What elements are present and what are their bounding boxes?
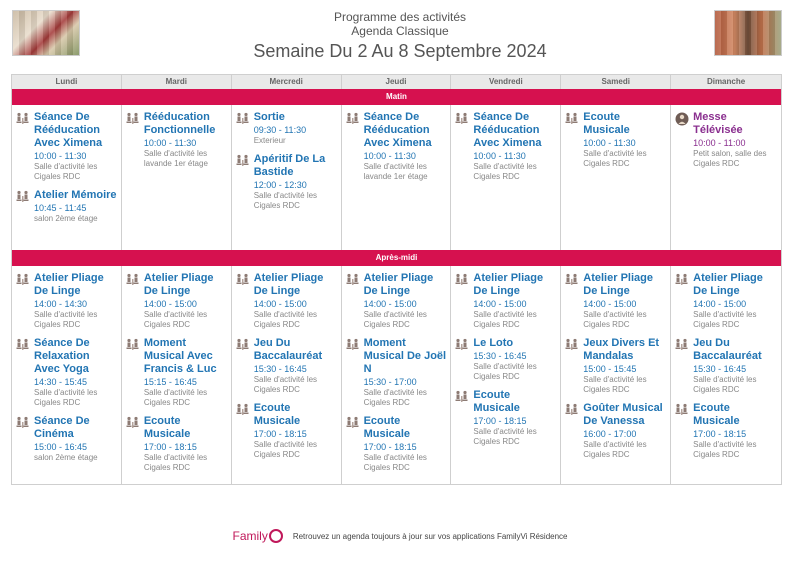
activity-place: Salle d'activité les Cigales RDC	[473, 162, 537, 181]
activity-title: Messe Télévisée	[693, 111, 743, 136]
activity-item[interactable]	[675, 337, 777, 395]
afternoon-cell-jeudi	[342, 266, 452, 484]
activity-text	[364, 111, 447, 182]
activity-time: 10:00 - 11:30	[473, 151, 526, 161]
activity-item[interactable]	[16, 337, 117, 408]
activity-place: Salle d'activité les Cigales RDC	[583, 375, 647, 394]
activity-item[interactable]	[565, 402, 666, 460]
activity-item[interactable]	[346, 415, 447, 473]
activity-text	[144, 337, 227, 408]
activity-time: 10:45 - 11:45	[34, 203, 87, 213]
activity-icon	[16, 415, 34, 463]
activity-icon	[126, 272, 144, 330]
weekly-agenda	[11, 74, 782, 485]
activity-text	[254, 337, 337, 395]
morning-row	[12, 105, 781, 250]
activity-icon	[236, 153, 254, 211]
activity-icon	[16, 189, 34, 224]
activity-text	[473, 272, 556, 330]
activity-text	[693, 402, 777, 460]
morning-cell-jeudi	[342, 105, 452, 250]
activity-place: salon 2ème étage	[34, 453, 98, 462]
activity-text	[144, 415, 227, 473]
activity-place: salon 2ème étage	[34, 214, 98, 223]
activity-icon	[455, 111, 473, 182]
activity-text	[583, 111, 666, 169]
activity-item[interactable]	[565, 272, 666, 330]
day-header-lundi: Lundi	[12, 75, 122, 89]
morning-cell-mercredi	[232, 105, 342, 250]
morning-band: Matin	[12, 89, 781, 105]
activity-item[interactable]	[455, 111, 556, 182]
activity-place: Petit salon, salle des Cigales RDC	[693, 149, 767, 168]
program-title: Programme des activités	[333, 10, 467, 24]
morning-cell-dimanche	[671, 105, 781, 250]
activity-title: Atelier Pliage De Linge	[253, 272, 324, 297]
agenda-type: Agenda Classique	[351, 24, 449, 38]
activity-text	[693, 111, 777, 169]
activity-title: Sortie	[253, 111, 285, 123]
activity-time: 15:30 - 16:45	[693, 364, 747, 374]
familyvi-logo	[232, 529, 282, 543]
activity-time: 10:00 - 11:30	[34, 151, 87, 161]
morning-cell-lundi	[12, 105, 122, 250]
activity-place: Salle d'activité les Cigales RDC	[363, 453, 427, 472]
activity-item[interactable]	[126, 337, 227, 408]
activity-time: 16:00 - 17:00	[583, 429, 637, 439]
activity-place: Salle d'activité les Cigales RDC	[363, 388, 427, 407]
activity-place: Salle d'activité les Cigales RDC	[363, 310, 427, 329]
activity-time: 10:00 - 11:30	[143, 138, 197, 148]
activity-title: Rééducation Fonctionnelle	[143, 111, 216, 136]
activity-place: Exterieur	[253, 136, 286, 145]
activity-item[interactable]	[236, 402, 337, 460]
activity-place: Salle d'activité les Cigales RDC	[143, 388, 208, 407]
activity-title: Le Loto	[473, 337, 514, 349]
activity-title: Séance De Rééducation Avec Ximena	[473, 111, 542, 149]
page-header	[0, 10, 800, 62]
activity-title: Apéritif De La Bastide	[253, 153, 326, 178]
activity-time: 15:00 - 16:45	[34, 442, 88, 452]
activity-text	[364, 337, 447, 408]
activity-icon	[16, 272, 34, 330]
activity-place: Salle d'activité les Cigales RDC	[583, 149, 647, 168]
day-header-vendredi: Vendredi	[451, 75, 561, 89]
activity-time: 14:00 - 15:00	[363, 299, 417, 309]
activity-text	[693, 337, 777, 395]
activity-place: Salle d'activité les Cigales RDC	[143, 310, 208, 329]
activity-icon	[675, 272, 693, 330]
activity-item[interactable]	[675, 111, 777, 169]
activity-icon	[236, 402, 254, 460]
activity-title: Séance De Rééducation Avec Ximena	[363, 111, 432, 149]
activity-title: Séance De Cinéma	[34, 415, 90, 440]
activity-item[interactable]	[16, 415, 117, 463]
activity-title: Atelier Pliage De Linge	[143, 272, 214, 297]
activity-item[interactable]	[236, 337, 337, 395]
activity-title: Ecoute Musicale	[363, 415, 411, 440]
activity-place: Salle d'activité les Cigales RDC	[473, 310, 537, 329]
activity-time: 14:00 - 15:00	[583, 299, 637, 309]
afternoon-cell-mardi	[122, 266, 232, 484]
afternoon-cell-vendredi	[451, 266, 561, 484]
activity-title: Jeux Divers Et Mandalas	[583, 337, 660, 362]
activity-place: Salle d'activité les Cigales RDC	[693, 375, 757, 394]
activity-place: Salle d'activité les Cigales RDC	[34, 162, 98, 181]
day-header-dimanche: Dimanche	[706, 77, 746, 86]
activity-item[interactable]	[236, 111, 337, 146]
activity-icon	[126, 415, 144, 473]
activity-text	[364, 272, 447, 330]
activity-time: 15:30 - 17:00	[363, 377, 417, 387]
activity-text	[144, 111, 227, 169]
activity-icon	[346, 337, 364, 408]
activity-time: 10:00 - 11:30	[583, 138, 636, 148]
activity-text	[473, 337, 556, 382]
activity-time: 15:15 - 16:45	[143, 377, 197, 387]
activity-icon	[126, 337, 144, 408]
activity-item[interactable]	[126, 111, 227, 169]
activity-item[interactable]	[565, 337, 666, 395]
activity-text	[473, 389, 556, 447]
activity-item[interactable]	[16, 189, 117, 224]
activity-item[interactable]	[455, 337, 556, 382]
activity-place: Salle d'activité les lavande 1er étage	[363, 162, 428, 181]
activity-icon	[346, 111, 364, 182]
activity-text	[583, 402, 666, 460]
activity-place: Salle d'activité les Cigales RDC	[583, 310, 647, 329]
activity-title: Jeu Du Baccalauréat	[253, 337, 323, 362]
afternoon-cell-lundi	[12, 266, 122, 484]
activity-text	[583, 337, 666, 395]
religious-icon	[675, 111, 693, 169]
activity-place: Salle d'activité les Cigales RDC	[34, 388, 98, 407]
activity-place: Salle d'activité les Cigales RDC	[143, 453, 208, 472]
activity-title: Atelier Pliage De Linge	[693, 272, 763, 297]
activity-text	[144, 272, 227, 330]
activity-item[interactable]	[675, 272, 777, 330]
day-header-jeudi: Jeudi	[342, 75, 452, 89]
activity-time: 14:00 - 15:00	[253, 299, 307, 309]
activity-title: Ecoute Musicale	[143, 415, 191, 440]
activity-title: Ecoute Musicale	[693, 402, 740, 427]
week-title: Semaine Du 2 Au 8 Septembre 2024	[253, 41, 547, 61]
activity-icon	[236, 272, 254, 330]
activity-icon	[455, 272, 473, 330]
activity-text	[254, 402, 337, 460]
activity-title: Atelier Pliage De Linge	[363, 272, 434, 297]
activity-icon	[675, 337, 693, 395]
activity-time: 14:30 - 15:45	[34, 377, 88, 387]
activity-icon	[236, 337, 254, 395]
activity-item[interactable]	[126, 272, 227, 330]
activity-icon	[16, 111, 34, 182]
activity-time: 10:00 - 11:30	[363, 151, 416, 161]
activity-item[interactable]	[455, 272, 556, 330]
activity-title: Séance De Rééducation Avec Ximena	[34, 111, 103, 149]
activity-item[interactable]	[675, 402, 777, 460]
activity-text	[254, 272, 337, 330]
activity-title: Séance De Relaxation Avec Yoga	[34, 337, 90, 375]
activity-item[interactable]	[16, 111, 117, 182]
activity-title: Moment Musical De Joël N	[363, 337, 447, 375]
afternoon-row	[12, 266, 781, 484]
morning-cell-vendredi	[451, 105, 561, 250]
brand-mark-icon	[269, 529, 283, 543]
activity-place: Salle d'activité les Cigales RDC	[253, 191, 318, 210]
activity-time: 17:00 - 18:15	[693, 429, 747, 439]
activity-text	[34, 415, 117, 463]
activity-place: Salle d'activité les Cigales RDC	[583, 440, 647, 459]
activity-icon	[565, 337, 583, 395]
activity-text	[34, 189, 117, 224]
activity-time: 17:00 - 18:15	[253, 429, 307, 439]
activity-text	[254, 153, 337, 211]
activity-icon	[675, 402, 693, 460]
afternoon-cell-dimanche	[671, 266, 781, 484]
activity-icon	[236, 111, 254, 146]
activity-place: Salle d'activité les Cigales RDC	[473, 362, 537, 381]
activity-place: Salle d'activité les Cigales RDC	[253, 310, 318, 329]
activity-text	[34, 272, 117, 330]
activity-time: 12:00 - 12:30	[253, 180, 307, 190]
afternoon-cell-mercredi	[232, 266, 342, 484]
morning-cell-samedi	[561, 105, 671, 250]
activity-icon	[565, 111, 583, 169]
day-header-row	[12, 75, 781, 89]
activity-item[interactable]	[236, 153, 337, 211]
activity-title: Atelier Pliage De Linge	[583, 272, 653, 297]
activity-time: 15:30 - 16:45	[473, 351, 527, 361]
day-header-mercredi: Mercredi	[232, 75, 342, 89]
activity-icon	[455, 389, 473, 447]
activity-icon	[126, 111, 144, 169]
activity-item[interactable]	[16, 272, 117, 330]
day-header-mardi: Mardi	[122, 75, 232, 89]
activity-place: Salle d'activité les Cigales RDC	[693, 440, 757, 459]
activity-place: Salle d'activité les Cigales RDC	[34, 310, 98, 329]
morning-cell-mardi	[122, 105, 232, 250]
footer-message: Retrouvez un agenda toujours à jour sur vos applications FamilyVi Résidence	[292, 531, 568, 541]
activity-place: Salle d'activité les Cigales RDC	[253, 375, 318, 394]
activity-time: 15:00 - 15:45	[583, 364, 637, 374]
activity-time: 10:00 - 11:00	[693, 138, 746, 148]
activity-title: Jeu Du Baccalauréat	[693, 337, 762, 362]
activity-time: 09:30 - 11:30	[253, 125, 307, 135]
activity-item[interactable]	[236, 272, 337, 330]
activity-title: Atelier Mémoire	[34, 189, 117, 201]
activity-time: 14:00 - 15:00	[693, 299, 747, 309]
activity-title: Atelier Pliage De Linge	[473, 272, 544, 297]
activity-text	[473, 111, 556, 182]
activity-time: 14:00 - 14:30	[34, 299, 88, 309]
activity-item[interactable]	[126, 415, 227, 473]
activity-place: Salle d'activité les Cigales RDC	[693, 310, 757, 329]
activity-item[interactable]	[455, 389, 556, 447]
activity-text	[364, 415, 447, 473]
activity-title: Moment Musical Avec Francis & Luc	[143, 337, 217, 375]
activity-place: Salle d'activité les Cigales RDC	[253, 440, 318, 459]
activity-text	[693, 272, 777, 330]
activity-icon	[455, 337, 473, 382]
activity-time: 17:00 - 18:15	[363, 442, 417, 452]
afternoon-band: Après-midi	[12, 250, 781, 266]
brand-name: Family	[232, 529, 268, 543]
activity-time: 17:00 - 18:15	[143, 442, 197, 452]
activity-time: 17:00 - 18:15	[473, 416, 527, 426]
activity-icon	[16, 337, 34, 408]
page-footer	[0, 529, 800, 543]
activity-place: Salle d'activité les Cigales RDC	[473, 427, 537, 446]
activity-text	[34, 337, 117, 408]
activity-icon	[346, 272, 364, 330]
activity-item[interactable]	[346, 337, 447, 408]
activity-time: 15:30 - 16:45	[253, 364, 307, 374]
activity-title: Ecoute Musicale	[583, 111, 630, 136]
activity-icon	[565, 402, 583, 460]
activity-icon	[565, 272, 583, 330]
activity-time: 14:00 - 15:00	[473, 299, 527, 309]
day-header-samedi: Samedi	[561, 75, 671, 89]
activity-item[interactable]	[346, 272, 447, 330]
activity-icon	[346, 415, 364, 473]
afternoon-cell-samedi	[561, 266, 671, 484]
activity-title: Ecoute Musicale	[473, 389, 520, 414]
activity-title: Goûter Musical De Vanessa	[583, 402, 663, 427]
activity-place: Salle d'activité les lavande 1er étage	[143, 149, 208, 168]
activity-title: Atelier Pliage De Linge	[34, 272, 104, 297]
activity-text	[583, 272, 666, 330]
activity-item[interactable]	[346, 111, 447, 182]
activity-title: Ecoute Musicale	[253, 402, 301, 427]
activity-time: 14:00 - 15:00	[143, 299, 197, 309]
activity-item[interactable]	[565, 111, 666, 169]
activity-text	[254, 111, 337, 146]
activity-text	[34, 111, 117, 182]
